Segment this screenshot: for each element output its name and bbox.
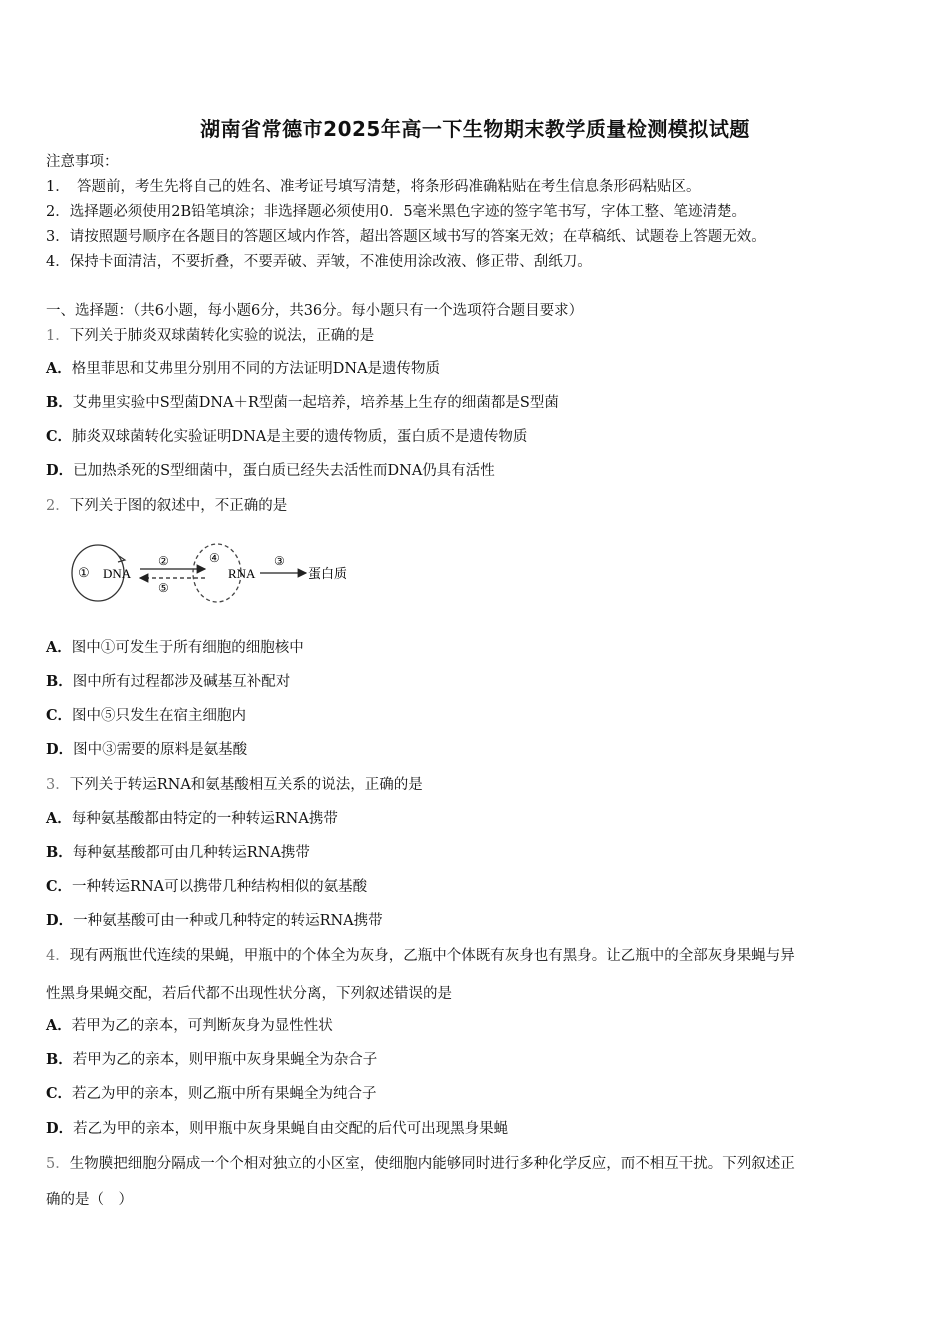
option-text: 图中所有过程都涉及碱基互补配对 <box>72 674 291 690</box>
option-text: 一种氨基酸可由一种或几种特定的转运RNA携带 <box>73 913 383 929</box>
question-1-stem <box>46 326 374 346</box>
question-4-stem-cont: 性黑身果蝇交配，若后代都不出现性状分离，下列叙述错误的是 <box>46 986 452 1002</box>
option-label: C． <box>46 428 73 445</box>
central-dogma-diagram <box>70 540 370 610</box>
label-protein: 蛋白质 <box>308 567 348 582</box>
option-label: D． <box>46 1120 74 1137</box>
option-label: C． <box>46 1085 73 1102</box>
option-text: 图中⑤只发生在宿主细胞内 <box>72 708 247 724</box>
option-row <box>46 706 246 726</box>
option-label: B． <box>46 673 73 690</box>
question-text: 现有两瓶世代连续的果蝇，甲瓶中的个体全为灰身，乙瓶中个体既有灰身也有黑身。让乙瓶中的全部灰身果蝇与异 <box>69 948 795 964</box>
option-label: B． <box>46 844 73 861</box>
question-text: 下列关于肺炎双球菌转化实验的说法，正确的是 <box>69 328 375 344</box>
option-label: A． <box>46 1017 72 1034</box>
option-row <box>46 393 559 413</box>
option-text: 若甲为乙的亲本，可判断灰身为显性性状 <box>71 1018 333 1034</box>
option-row <box>46 1016 333 1036</box>
option-text: 艾弗里实验中S型菌DNA＋R型菌一起培养，培养基上生存的细菌都是S型菌 <box>72 395 559 411</box>
option-label: B． <box>46 394 73 411</box>
option-row <box>46 1119 508 1139</box>
notice-item: 2．选择题必须使用2B铅笔填涂；非选择题必须使用0．5毫米黑色字迹的签字笔书写，字体工整、笔迹清楚。 <box>46 204 747 220</box>
option-row <box>46 1084 377 1104</box>
option-label: C． <box>46 878 73 895</box>
option-label: D． <box>46 462 74 479</box>
question-2-stem <box>46 496 287 516</box>
option-text: 每种氨基酸都由特定的一种转运RNA携带 <box>71 811 338 827</box>
option-text: 若乙为甲的亲本，则乙瓶中所有果蝇全为纯合子 <box>72 1086 377 1102</box>
question-4-stem <box>46 946 795 966</box>
option-row <box>46 843 310 863</box>
option-row <box>46 911 383 931</box>
option-text: 图中①可发生于所有细胞的细胞核中 <box>71 640 304 656</box>
option-row <box>46 427 527 447</box>
label-dna: DNA <box>103 566 132 581</box>
option-text: 每种氨基酸都可由几种转运RNA携带 <box>72 845 310 861</box>
option-label: A． <box>46 360 72 377</box>
label-circle-1: ① <box>78 566 90 581</box>
label-circle-3: ③ <box>274 554 285 568</box>
question-number: 2． <box>46 498 70 514</box>
option-row <box>46 809 338 829</box>
label-circle-2: ② <box>158 554 169 568</box>
option-row <box>46 672 290 692</box>
option-text: 一种转运RNA可以携带几种结构相似的氨基酸 <box>72 879 368 895</box>
option-label: D． <box>46 741 74 758</box>
page-title: 湖南省常德市2025年高一下生物期末教学质量检测模拟试题 <box>200 117 750 141</box>
option-text: 若甲为乙的亲本，则甲瓶中灰身果蝇全为杂合子 <box>72 1052 378 1068</box>
section-heading: 一、选择题：（共6小题，每小题6分，共36分。每小题只有一个选项符合题目要求） <box>46 303 584 319</box>
option-label: A． <box>46 639 72 656</box>
option-label: C． <box>46 707 73 724</box>
option-row <box>46 740 247 760</box>
option-label: D． <box>46 912 74 929</box>
question-number: 3． <box>46 777 70 793</box>
notice-item: 4．保持卡面清洁，不要折叠，不要弄破、弄皱，不准使用涂改液、修正带、刮纸刀。 <box>46 254 592 270</box>
question-number: 4． <box>46 948 70 964</box>
notice-heading: 注意事项： <box>46 154 119 170</box>
question-3-stem <box>46 775 423 795</box>
question-text: 下列关于转运RNA和氨基酸相互关系的说法，正确的是 <box>69 777 423 793</box>
option-text: 格里菲思和艾弗里分别用不同的方法证明DNA是遗传物质 <box>71 361 441 377</box>
question-5-stem <box>46 1154 795 1174</box>
option-text: 若乙为甲的亲本，则甲瓶中灰身果蝇自由交配的后代可出现黑身果蝇 <box>73 1121 509 1137</box>
option-row <box>46 359 440 379</box>
option-text: 肺炎双球菌转化实验证明DNA是主要的遗传物质，蛋白质不是遗传物质 <box>72 429 528 445</box>
question-number: 1． <box>46 328 70 344</box>
option-label: B． <box>46 1051 73 1068</box>
option-label: A． <box>46 810 72 827</box>
label-circle-5: ⑤ <box>158 581 169 595</box>
question-number: 5． <box>46 1156 70 1172</box>
option-row <box>46 1050 377 1070</box>
option-row <box>46 638 304 658</box>
option-row <box>46 877 367 897</box>
notice-item: 3．请按照题号顺序在各题目的答题区域内作答，超出答题区域书写的答案无效；在草稿纸、试题卷上答题无效。 <box>46 229 766 245</box>
question-text: 生物膜把细胞分隔成一个个相对独立的小区室，使细胞内能够同时进行多种化学反应，而不相互干扰。下列叙述正 <box>69 1156 795 1172</box>
question-text: 下列关于图的叙述中，不正确的是 <box>69 498 288 514</box>
question-5-stem-cont: 确的是（ ） <box>46 1192 133 1208</box>
notice-item: 1． 答题前，考生先将自己的姓名、准考证号填写清楚，将条形码准确粘贴在考生信息条形码粘贴区。 <box>46 179 701 195</box>
option-text: 已加热杀死的S型细菌中，蛋白质已经失去活性而DNA仍具有活性 <box>73 463 495 479</box>
option-row <box>46 461 495 481</box>
label-circle-4: ④ <box>209 551 220 565</box>
option-text: 图中③需要的原料是氨基酸 <box>73 742 248 758</box>
label-rna: RNA <box>228 566 256 581</box>
